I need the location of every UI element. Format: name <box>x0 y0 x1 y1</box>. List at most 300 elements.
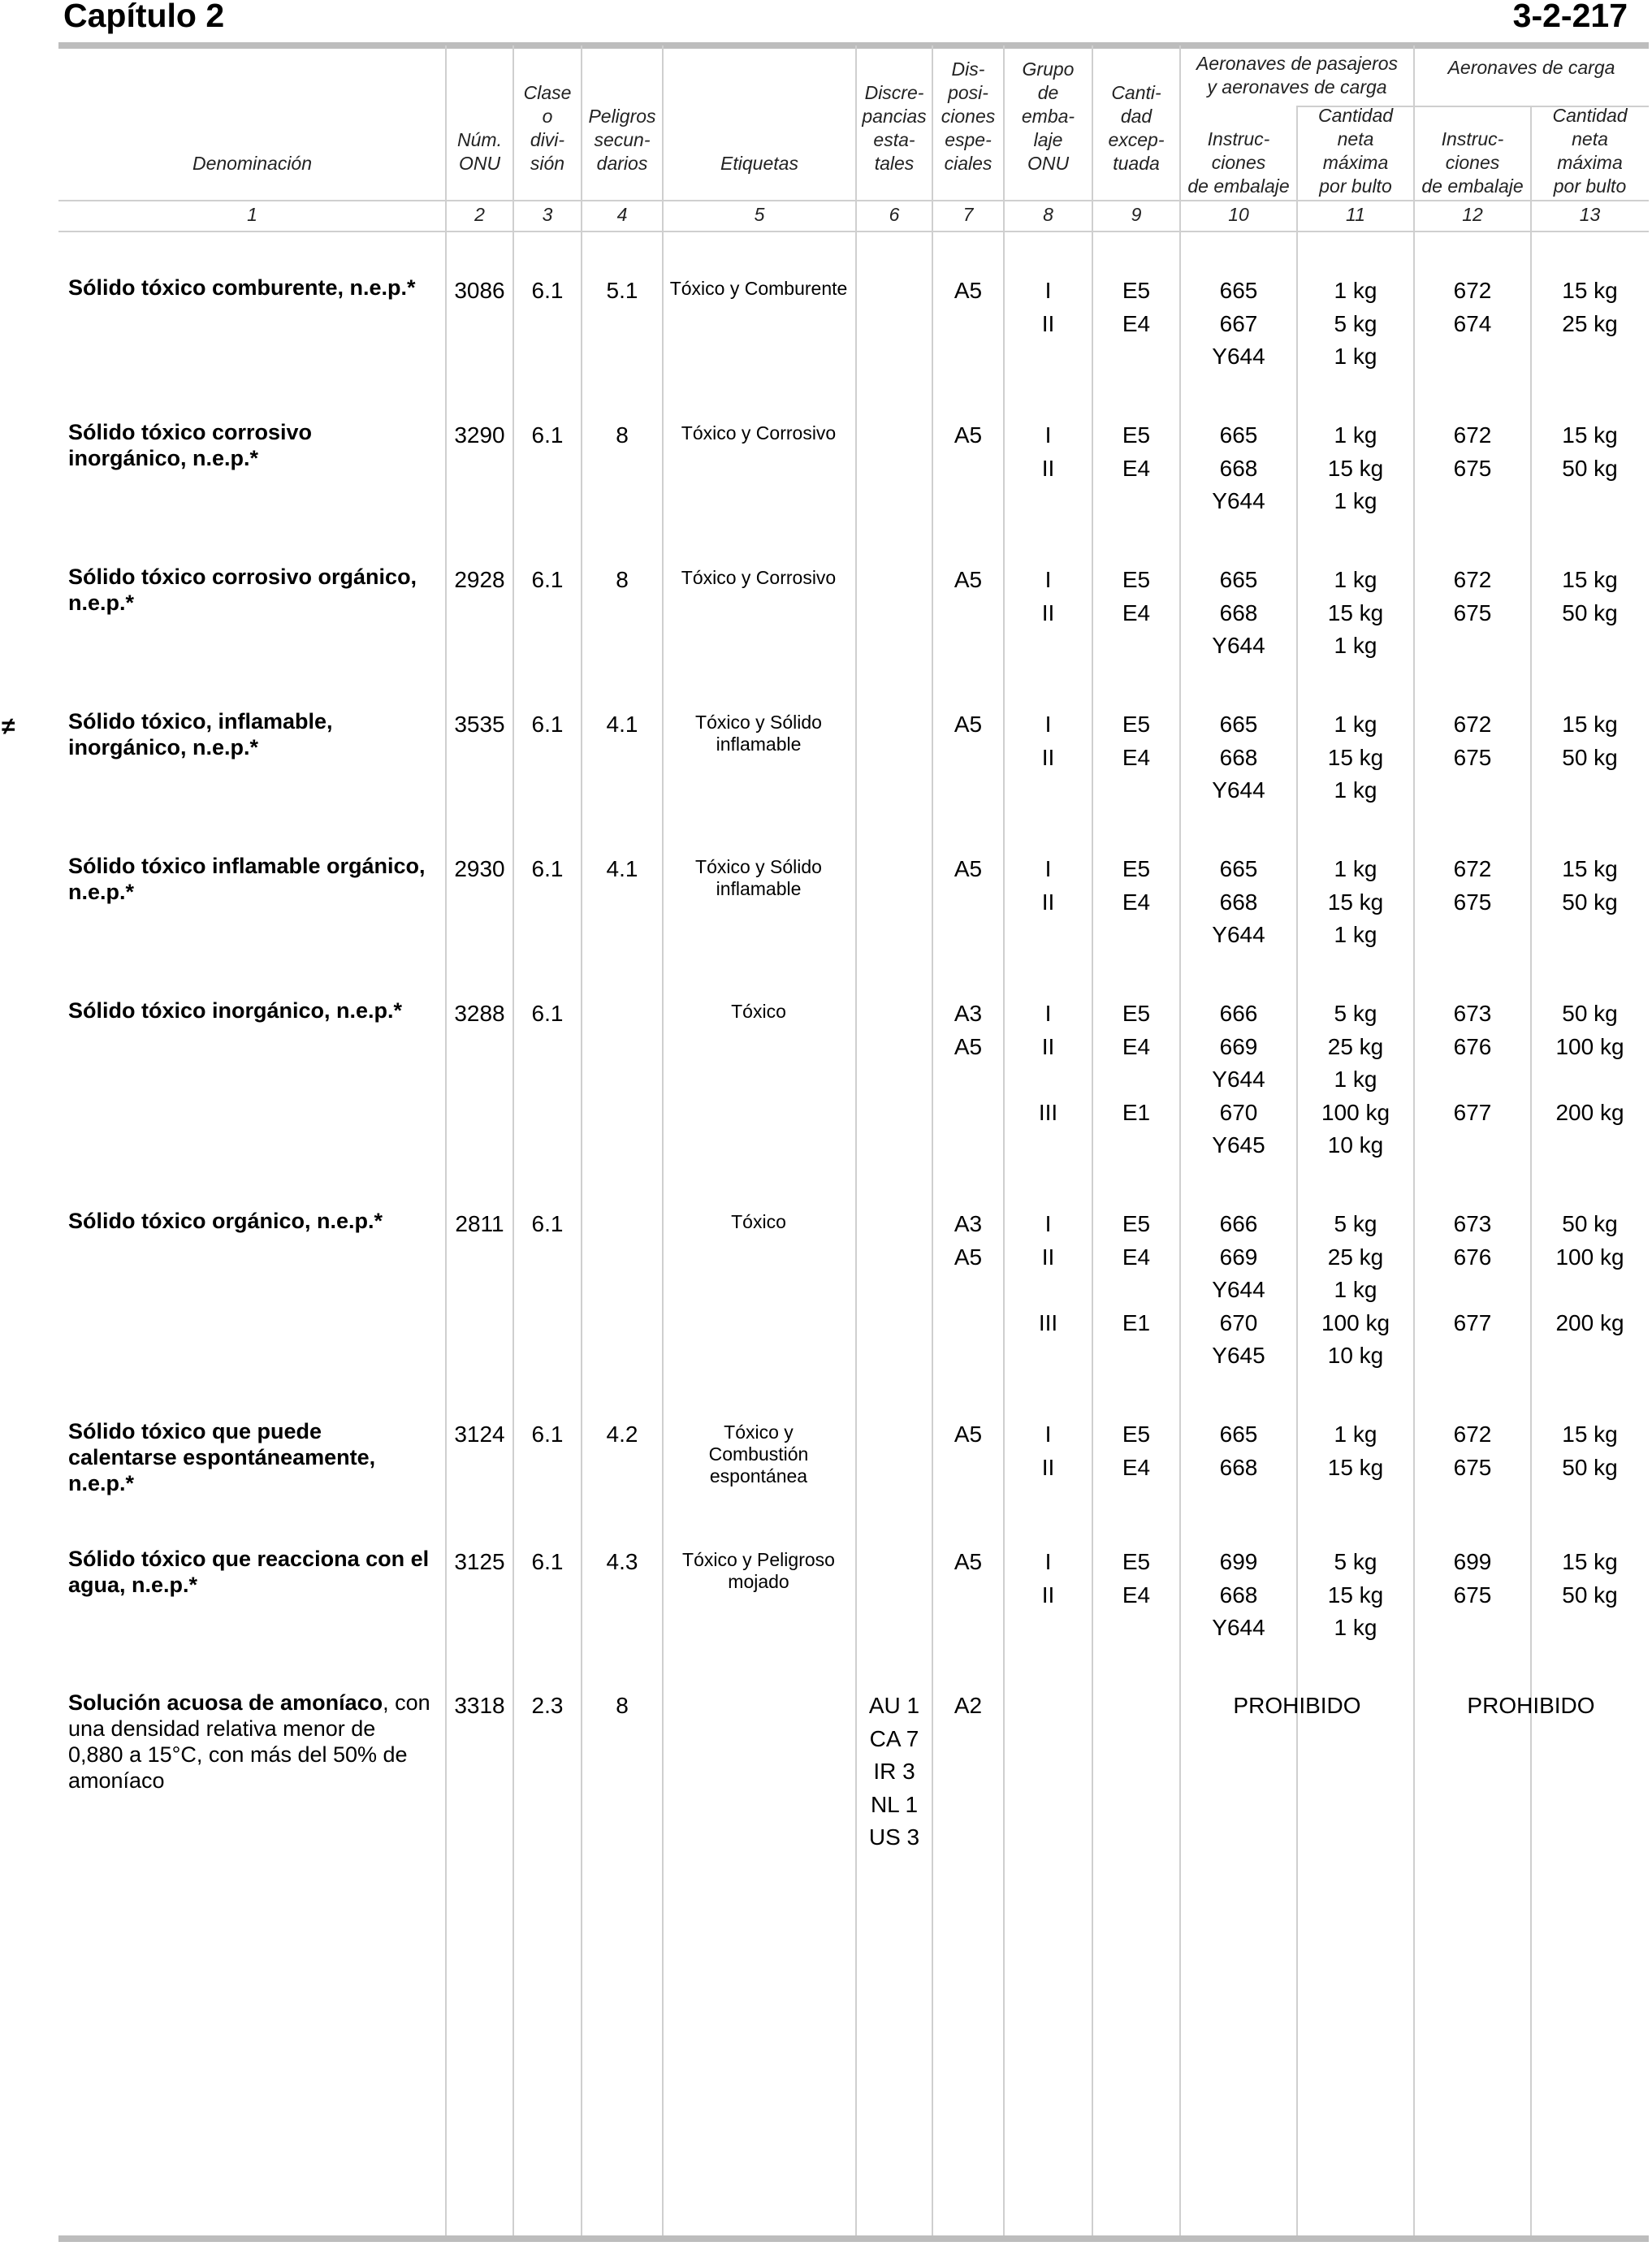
column-divider <box>932 45 933 2235</box>
hazard-labels <box>661 1422 856 1487</box>
header-line: Instruc- <box>1207 128 1270 149</box>
state-variation: CA 7 <box>869 1725 919 1751</box>
col-labels-header <box>663 49 856 175</box>
excepted-quantity: E5 <box>1122 1001 1151 1026</box>
pax-max-quantity: 1 kg <box>1334 278 1377 303</box>
header-line: Etiquetas <box>720 153 798 174</box>
cargo-packing-instruction: 672 <box>1453 856 1492 881</box>
cargo-max-quantity: 200 kg <box>1555 1099 1624 1125</box>
excepted-quantity: E4 <box>1122 1244 1151 1270</box>
header-line: de embalaje <box>1187 175 1290 197</box>
header-line: Grupo <box>1022 58 1075 80</box>
excepted-quantity: E1 <box>1122 1099 1151 1125</box>
pax-max-quantity: 1 kg <box>1334 777 1377 803</box>
cargo-max-quantity: 50 kg <box>1562 744 1618 770</box>
excepted-quantity: E5 <box>1122 1549 1151 1574</box>
hazard-labels <box>661 1001 856 1023</box>
column-number: 7 <box>962 204 974 225</box>
label-line: Tóxico <box>731 1001 786 1022</box>
header-line: por bulto <box>1319 175 1392 197</box>
pax-max-quantity: 1 kg <box>1334 1067 1377 1092</box>
header-line: Discre- <box>864 82 924 103</box>
substance-name <box>68 998 434 1023</box>
col-special-header <box>932 49 1004 175</box>
class-division: 6.1 <box>531 422 564 448</box>
pax-max-quantity: 15 kg <box>1327 744 1384 770</box>
pax-maxqty-header <box>1297 105 1414 198</box>
header-line: por bulto <box>1553 175 1627 197</box>
packing-group: I <box>1044 1211 1052 1236</box>
pax-max-quantity: 25 kg <box>1327 1244 1384 1270</box>
pax-max-quantity: 100 kg <box>1321 1099 1390 1125</box>
cargo-max-quantity: 50 kg <box>1562 455 1618 481</box>
pax-aircraft-header <box>1180 45 1414 99</box>
header-line: Canti- <box>1111 82 1161 103</box>
special-provision: A5 <box>954 1033 983 1059</box>
pax-packing-instruction: 666 <box>1219 1001 1258 1026</box>
cargo-packing-instruction: 675 <box>1453 455 1492 481</box>
cargo-max-quantity: 15 kg <box>1562 856 1618 881</box>
pax-max-quantity: 1 kg <box>1334 344 1377 369</box>
header-line: Dis- <box>951 58 985 80</box>
pax-packing-instruction: 668 <box>1219 1454 1258 1480</box>
label-line: Tóxico y Corrosivo <box>681 422 837 444</box>
packing-group: II <box>1041 1244 1055 1270</box>
hazard-labels <box>661 1211 856 1233</box>
col-name-header <box>58 49 446 175</box>
cargo-max-quantity: 100 kg <box>1555 1033 1624 1059</box>
subsidiary-risk: 8 <box>616 1693 629 1718</box>
subsidiary-risk: 4.2 <box>606 1422 638 1447</box>
header-line: ciones <box>1445 152 1500 173</box>
header-line: pancias <box>862 106 927 127</box>
un-number: 3318 <box>454 1693 505 1718</box>
column-number: 3 <box>542 204 553 225</box>
cargo-max-quantity: 50 kg <box>1562 1001 1618 1026</box>
pax-packing-instruction: 665 <box>1219 1422 1258 1447</box>
substance-name-bold: Solución acuosa de amoníaco <box>68 1690 383 1715</box>
substance-name-bold: Sólido tóxico, inflamable, inorgánico, n.e.p.* <box>68 709 333 759</box>
class-division: 6.1 <box>531 567 564 592</box>
pax-max-quantity: 100 kg <box>1321 1309 1390 1335</box>
cargo-max-quantity: 200 kg <box>1555 1309 1624 1335</box>
cargo-packing-instruction: 673 <box>1453 1001 1492 1026</box>
un-number: 3125 <box>454 1549 505 1574</box>
subsidiary-risk: 8 <box>616 567 629 592</box>
cargo-max-quantity: 15 kg <box>1562 712 1618 737</box>
substance-name-bold: Sólido tóxico comburente, n.e.p.* <box>68 275 416 300</box>
pax-packing-instruction: 668 <box>1219 889 1258 915</box>
cargo-packing-instruction: 677 <box>1453 1099 1492 1125</box>
subsidiary-risk: 4.1 <box>606 712 638 737</box>
header-line: máxima <box>1557 152 1623 173</box>
cargo-packing-instruction: 675 <box>1453 744 1492 770</box>
state-variation: US 3 <box>868 1824 920 1850</box>
pax-packing-instruction: 668 <box>1219 599 1258 625</box>
header-line: sión <box>530 153 565 174</box>
cargo-maxqty-header <box>1531 105 1649 198</box>
header-line: ONU <box>458 153 501 174</box>
header-line: neta <box>1572 128 1608 149</box>
column-divider <box>662 45 664 2235</box>
special-provision: A5 <box>954 856 983 881</box>
excepted-quantity: E4 <box>1122 1033 1151 1059</box>
header-line: darios <box>596 153 648 174</box>
label-line: Tóxico y Peligroso <box>682 1549 835 1570</box>
substance-name <box>68 1690 434 1794</box>
pax-packing-instruction: Y644 <box>1212 1067 1265 1092</box>
cargo-prohibited: PROHIBIDO <box>1467 1693 1595 1718</box>
pax-max-quantity: 5 kg <box>1334 1549 1377 1574</box>
excepted-quantity: E4 <box>1122 599 1151 625</box>
cargo-packing-instruction: 672 <box>1453 278 1492 303</box>
pax-packing-instruction: 670 <box>1219 1309 1258 1335</box>
label-line: Tóxico y Comburente <box>669 278 848 299</box>
un-number: 2930 <box>454 856 505 881</box>
header-line: divi- <box>530 129 565 150</box>
excepted-quantity: E4 <box>1122 310 1151 336</box>
bottom-rule <box>58 2235 1649 2242</box>
packing-group: II <box>1041 455 1055 481</box>
cargo-max-quantity: 50 kg <box>1562 889 1618 915</box>
chapter-title: Capítulo 2 <box>63 0 225 34</box>
column-number: 5 <box>754 204 765 225</box>
page-number: 3-2-217 <box>1512 0 1628 34</box>
cargo-packing-instruction: 675 <box>1453 1454 1492 1480</box>
packing-group: I <box>1044 712 1052 737</box>
pax-packing-instruction: Y644 <box>1212 1277 1265 1302</box>
column-divider <box>581 45 582 2235</box>
special-provision: A2 <box>954 1693 983 1718</box>
column-number: 6 <box>889 204 900 225</box>
col-un-header <box>446 49 513 175</box>
subsidiary-risk: 4.3 <box>606 1549 638 1574</box>
header-line: Aeronaves de carga <box>1447 57 1615 78</box>
pax-packing-instruction: 665 <box>1219 712 1258 737</box>
cargo-packing-instruction: 699 <box>1453 1549 1492 1574</box>
column-divider <box>445 45 447 2235</box>
cargo-packing-instruction: 675 <box>1453 1582 1492 1608</box>
substance-name-bold: Sólido tóxico que puede calentarse espontáneamente, n.e.p.* <box>68 1419 376 1495</box>
header-line: y aeronaves de carga <box>1207 76 1387 97</box>
header-line: dad <box>1120 106 1153 127</box>
header-line: tuada <box>1113 153 1160 174</box>
column-number: 4 <box>616 204 628 225</box>
cargo-packing-instruction: 672 <box>1453 712 1492 737</box>
cargo-max-quantity: 15 kg <box>1562 567 1618 592</box>
substance-name-detail: , con una densidad relativa menor de 0,880 a 15°C, con más del 50% de amoníaco <box>68 1690 430 1793</box>
pax-packing-instruction: 668 <box>1219 744 1258 770</box>
excepted-quantity: E4 <box>1122 744 1151 770</box>
cargo-packing-instruction: 675 <box>1453 889 1492 915</box>
un-number: 3124 <box>454 1422 505 1447</box>
pax-packing-instruction: 668 <box>1219 455 1258 481</box>
column-number: 11 <box>1346 204 1365 225</box>
pax-max-quantity: 15 kg <box>1327 599 1384 625</box>
cargo-packing-instruction: 672 <box>1453 422 1492 448</box>
pax-max-quantity: 15 kg <box>1327 1582 1384 1608</box>
packing-group: I <box>1044 1422 1052 1447</box>
excepted-quantity: E5 <box>1122 278 1151 303</box>
header-divider <box>58 231 1649 232</box>
pax-packing-instruction: 665 <box>1219 422 1258 448</box>
header-line: Cantidad <box>1552 105 1628 126</box>
header-line: Clase <box>523 82 572 103</box>
cargo-packing-instruction: 675 <box>1453 599 1492 625</box>
pax-max-quantity: 5 kg <box>1334 1001 1377 1026</box>
pax-max-quantity: 10 kg <box>1327 1343 1384 1368</box>
un-number: 2928 <box>454 567 505 592</box>
substance-name <box>68 1418 434 1496</box>
pax-packing-instruction: Y644 <box>1212 633 1265 658</box>
cargo-packing-instruction: 676 <box>1453 1033 1492 1059</box>
cargo-max-quantity: 50 kg <box>1562 1211 1618 1236</box>
column-number: 1 <box>247 204 257 225</box>
special-provision: A5 <box>954 278 983 303</box>
cargo-max-quantity: 25 kg <box>1562 310 1618 336</box>
cargo-packing-instruction: 672 <box>1453 1422 1492 1447</box>
pax-prohibited: PROHIBIDO <box>1233 1693 1361 1718</box>
class-division: 6.1 <box>531 1001 564 1026</box>
header-line: Instruc- <box>1441 128 1504 149</box>
cargo-max-quantity: 100 kg <box>1555 1244 1624 1270</box>
state-variation: AU 1 <box>868 1693 920 1718</box>
un-number: 2811 <box>455 1211 504 1236</box>
excepted-quantity: E5 <box>1122 1211 1151 1236</box>
header-line: posi- <box>948 82 988 103</box>
col-class-header <box>513 49 582 175</box>
pax-max-quantity: 1 kg <box>1334 422 1377 448</box>
pax-packing-instruction: 670 <box>1219 1099 1258 1125</box>
excepted-quantity: E4 <box>1122 1454 1151 1480</box>
label-line: mojado <box>728 1571 789 1592</box>
header-line: Peligros <box>588 106 656 127</box>
column-divider <box>855 45 857 2235</box>
substance-name-bold: Sólido tóxico orgánico, n.e.p.* <box>68 1209 383 1233</box>
label-line: Tóxico <box>731 1211 786 1232</box>
packing-group: III <box>1038 1099 1058 1125</box>
state-variation: IR 3 <box>873 1759 915 1784</box>
pax-packing-instruction: 665 <box>1219 856 1258 881</box>
column-number: 2 <box>474 204 485 225</box>
pax-packing-instruction: 665 <box>1219 567 1258 592</box>
class-division: 6.1 <box>531 1549 564 1574</box>
subsidiary-risk: 5.1 <box>606 278 638 303</box>
un-number: 3535 <box>454 712 505 737</box>
label-line: Tóxico y Sólido <box>695 856 822 877</box>
substance-name-bold: Sólido tóxico corrosivo orgánico, n.e.p.* <box>68 565 417 615</box>
cargo-max-quantity: 50 kg <box>1562 1582 1618 1608</box>
header-line: Núm. <box>457 129 502 150</box>
excepted-quantity: E5 <box>1122 567 1151 592</box>
substance-name <box>68 1546 434 1598</box>
cargo-max-quantity: 15 kg <box>1562 1422 1618 1447</box>
label-line: Tóxico y <box>724 1422 794 1443</box>
col-subrisk-header <box>582 49 663 175</box>
hazard-labels <box>661 712 856 755</box>
pax-max-quantity: 15 kg <box>1327 889 1384 915</box>
class-division: 6.1 <box>531 1422 564 1447</box>
substance-name <box>68 564 434 616</box>
excepted-quantity: E4 <box>1122 889 1151 915</box>
col-pg-header <box>1004 49 1092 175</box>
pax-packing-instruction: Y644 <box>1212 777 1265 803</box>
pax-max-quantity: 1 kg <box>1334 488 1377 513</box>
class-division: 6.1 <box>531 712 564 737</box>
substance-name <box>68 419 434 471</box>
pax-max-quantity: 1 kg <box>1334 712 1377 737</box>
hazard-labels <box>661 422 856 444</box>
packing-group: I <box>1044 278 1052 303</box>
pax-packing-instruction: 667 <box>1219 310 1258 336</box>
substance-name <box>68 275 434 301</box>
excepted-quantity: E5 <box>1122 856 1151 881</box>
packing-group: II <box>1041 1454 1055 1480</box>
pax-packing-instruction: 668 <box>1219 1582 1258 1608</box>
column-divider <box>1003 45 1005 2235</box>
header-line: tales <box>874 153 915 174</box>
pax-packing-instruction: Y645 <box>1212 1132 1265 1158</box>
special-provision: A5 <box>954 712 983 737</box>
excepted-quantity: E4 <box>1122 1582 1151 1608</box>
special-provision: A5 <box>954 1422 983 1447</box>
pax-max-quantity: 1 kg <box>1334 633 1377 658</box>
cargo-max-quantity: 15 kg <box>1562 1549 1618 1574</box>
label-line: Combustión <box>708 1443 809 1465</box>
pax-max-quantity: 1 kg <box>1334 1615 1377 1640</box>
hazard-labels <box>661 567 856 589</box>
packing-group: II <box>1041 744 1055 770</box>
special-provision: A3 <box>954 1001 983 1026</box>
pax-max-quantity: 25 kg <box>1327 1033 1384 1059</box>
col-excepted-header <box>1092 49 1180 175</box>
header-line: de embalaje <box>1421 175 1524 197</box>
pax-packing-instruction: 666 <box>1219 1211 1258 1236</box>
header-line: espe- <box>945 129 992 150</box>
header-line: emba- <box>1021 106 1075 127</box>
excepted-quantity: E1 <box>1122 1309 1151 1335</box>
substance-name-bold: Sólido tóxico corrosivo inorgánico, n.e.p.* <box>68 420 313 470</box>
packing-group: III <box>1038 1309 1058 1335</box>
special-provision: A5 <box>954 1549 983 1574</box>
header-line: laje <box>1033 129 1063 150</box>
packing-group: I <box>1044 856 1052 881</box>
class-division: 6.1 <box>531 1211 564 1236</box>
pax-max-quantity: 1 kg <box>1334 856 1377 881</box>
excepted-quantity: E5 <box>1122 712 1151 737</box>
header-line: máxima <box>1322 152 1389 173</box>
cargo-max-quantity: 50 kg <box>1562 1454 1618 1480</box>
header-line: Aeronaves de pasajeros <box>1196 53 1399 74</box>
label-line: Tóxico y Sólido <box>695 712 822 733</box>
hazard-labels <box>661 1549 856 1593</box>
class-division: 6.1 <box>531 856 564 881</box>
cargo-max-quantity: 50 kg <box>1562 599 1618 625</box>
pax-max-quantity: 1 kg <box>1334 1277 1377 1302</box>
cargo-instr-header <box>1414 109 1531 198</box>
col-variations-header <box>856 49 932 175</box>
column-number: 9 <box>1131 204 1142 225</box>
substance-name <box>68 853 434 905</box>
label-line: Tóxico y Corrosivo <box>681 567 837 588</box>
column-number: 12 <box>1462 204 1483 225</box>
column-number: 13 <box>1579 204 1601 225</box>
un-number: 3290 <box>454 422 505 448</box>
packing-group: II <box>1041 310 1055 336</box>
column-divider <box>1092 45 1093 2235</box>
header-line: ciones <box>941 106 996 127</box>
header-line: neta <box>1337 128 1374 149</box>
substance-name <box>68 1208 434 1234</box>
pax-max-quantity: 15 kg <box>1327 1454 1384 1480</box>
column-number: 10 <box>1228 204 1249 225</box>
header-line: de <box>1037 82 1059 103</box>
change-mark: ≠ <box>2 713 15 740</box>
pax-packing-instruction: Y645 <box>1212 1343 1265 1368</box>
packing-group: I <box>1044 422 1052 448</box>
state-variation: NL 1 <box>870 1791 919 1817</box>
header-line: ONU <box>1027 153 1070 174</box>
pax-max-quantity: 15 kg <box>1327 455 1384 481</box>
pax-packing-instruction: 699 <box>1219 1549 1258 1574</box>
column-divider <box>512 45 514 2235</box>
pax-packing-instruction: 669 <box>1219 1244 1258 1270</box>
label-line: inflamable <box>716 878 802 899</box>
packing-group: II <box>1041 1582 1055 1608</box>
special-provision: A3 <box>954 1211 983 1236</box>
packing-group: I <box>1044 1001 1052 1026</box>
header-line: ciales <box>944 153 992 174</box>
pax-max-quantity: 1 kg <box>1334 567 1377 592</box>
header-line: ciones <box>1211 152 1266 173</box>
cargo-aircraft-header <box>1414 45 1649 80</box>
special-provision: A5 <box>954 1244 983 1270</box>
substance-name-bold: Sólido tóxico que reacciona con el agua, n.e.p.* <box>68 1547 430 1597</box>
un-number: 3086 <box>454 278 505 303</box>
header-line: Denominación <box>192 153 313 174</box>
special-provision: A5 <box>954 422 983 448</box>
pax-max-quantity: 1 kg <box>1334 1422 1377 1447</box>
un-number: 3288 <box>454 1001 505 1026</box>
header-line: Cantidad <box>1317 105 1394 126</box>
excepted-quantity: E5 <box>1122 422 1151 448</box>
packing-group: I <box>1044 567 1052 592</box>
cargo-packing-instruction: 673 <box>1453 1211 1492 1236</box>
packing-group: II <box>1041 889 1055 915</box>
pax-instr-header <box>1180 109 1297 198</box>
label-line: inflamable <box>716 734 802 755</box>
header-divider <box>58 200 1649 201</box>
subsidiary-risk: 8 <box>616 422 629 448</box>
cargo-max-quantity: 15 kg <box>1562 422 1618 448</box>
cargo-packing-instruction: 674 <box>1453 310 1492 336</box>
label-line: espontánea <box>709 1465 808 1487</box>
class-division: 2.3 <box>531 1693 564 1718</box>
pax-packing-instruction: Y644 <box>1212 1615 1265 1640</box>
header-line: excep- <box>1108 129 1165 150</box>
pax-max-quantity: 5 kg <box>1334 1211 1377 1236</box>
header-line: esta- <box>873 129 915 150</box>
class-division: 6.1 <box>531 278 564 303</box>
special-provision: A5 <box>954 567 983 592</box>
hazard-labels <box>661 856 856 900</box>
substance-name <box>68 708 434 760</box>
packing-group: II <box>1041 599 1055 625</box>
cargo-packing-instruction: 676 <box>1453 1244 1492 1270</box>
pax-max-quantity: 1 kg <box>1334 922 1377 947</box>
packing-group: II <box>1041 1033 1055 1059</box>
packing-group: I <box>1044 1549 1052 1574</box>
